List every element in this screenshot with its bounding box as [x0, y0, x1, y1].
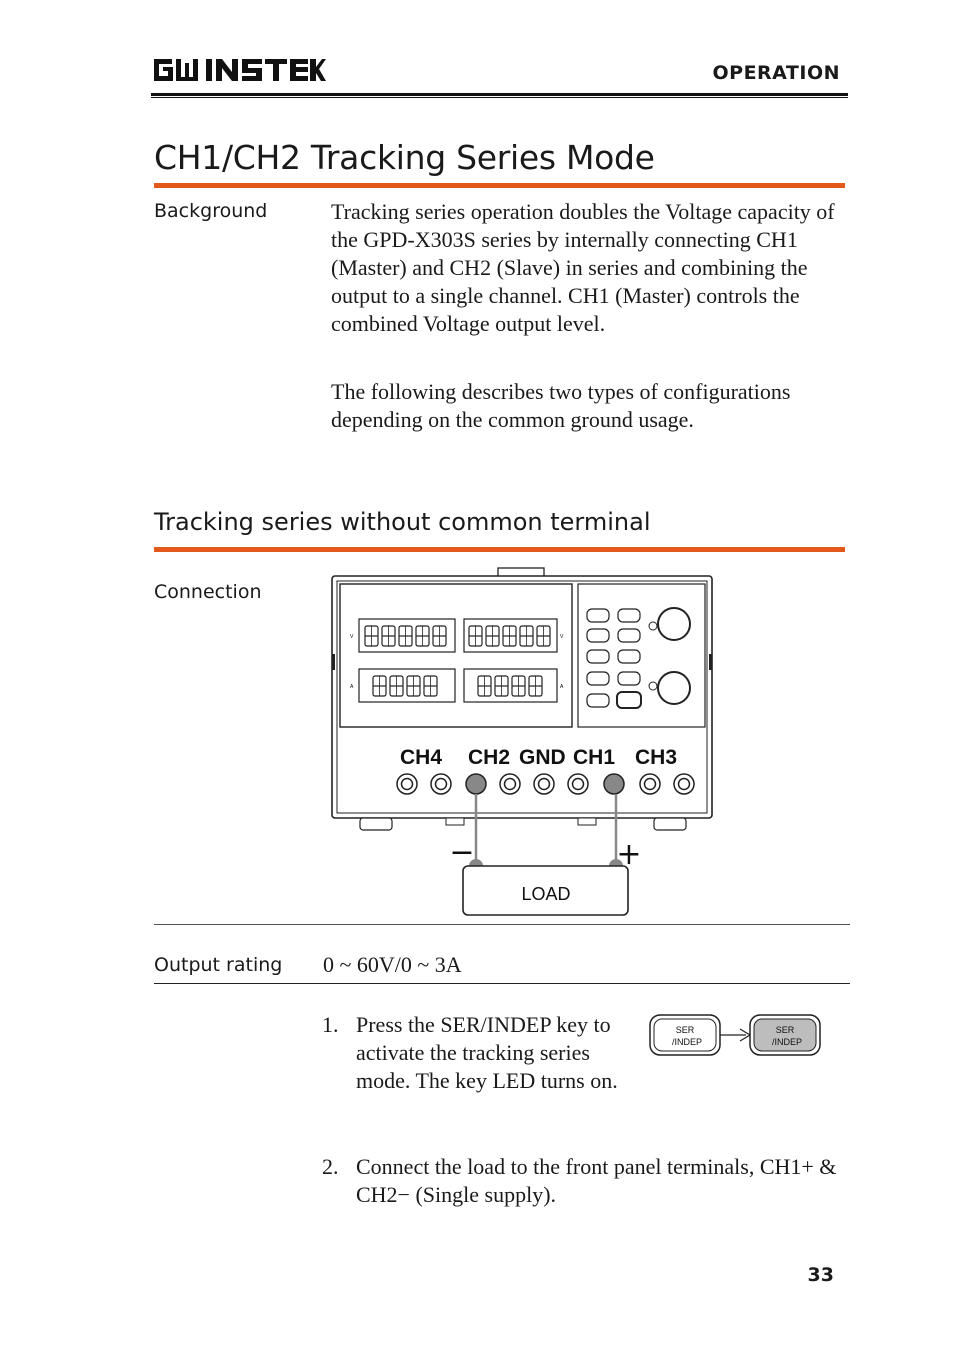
step-2 [322, 1153, 842, 1213]
terminal-label-ch3: CH3 [635, 746, 678, 769]
divider-rule [154, 983, 850, 984]
background-paragraph-1: Tracking series operation doubles the Voltage capacity of the GPD-X303S series by internally connecting CH1 (Master) and CH2 (Slave) in series and combining the output to a single channel. CH1 (Master) controls the combined Voltage output level. [331, 199, 835, 336]
ser-key-off-line1: SER [675, 1025, 695, 1035]
terminal-ch4-minus [431, 774, 451, 794]
minus-sign: − [449, 835, 475, 870]
background-paragraph-2: The following describes two types of configurations depending on the common ground usage. [331, 379, 791, 432]
subsection-rule [154, 547, 845, 552]
step-number: 1. [322, 1012, 339, 1037]
terminal-ch2-minus [466, 774, 486, 794]
connection-label: Connection [154, 581, 262, 603]
page-title: CH1/CH2 Tracking Series Mode [154, 138, 655, 177]
terminal-ch3-minus [674, 774, 694, 794]
display-v-left: V [350, 634, 354, 640]
terminal-ch2-plus [500, 774, 520, 794]
ser-key-on-line1: SER [775, 1025, 795, 1035]
knob-voltage [658, 608, 690, 640]
terminal-gnd [534, 774, 554, 794]
plus-sign: + [616, 837, 642, 872]
ser-indep-key-illustration [648, 1012, 822, 1060]
terminal-label-ch1: CH1 [573, 746, 616, 769]
display-a-right: A [560, 684, 564, 690]
title-rule [154, 183, 845, 188]
output-rating-value: 0 ~ 60V/0 ~ 3A [323, 952, 462, 977]
knob-current [658, 672, 690, 704]
connection-diagram [328, 566, 720, 921]
display-v-right: V [560, 634, 564, 640]
gw-instek-logo [154, 55, 326, 85]
divider-rule [154, 924, 850, 925]
terminal-label-ch4: CH4 [400, 746, 443, 769]
step-1 [322, 1011, 632, 1131]
terminal-ch1-minus [568, 774, 588, 794]
terminal-ch1-plus [604, 774, 624, 794]
background-label: Background [154, 200, 268, 222]
ser-key-on-line2: /INDEP [771, 1037, 803, 1047]
step-number: 2. [322, 1154, 339, 1179]
terminal-ch3-plus [640, 774, 660, 794]
page-number: 33 [807, 1264, 834, 1286]
section-label: OPERATION [712, 62, 840, 84]
terminal-ch4-plus [397, 774, 417, 794]
step-text: Press the SER/INDEP key to activate the tracking series mode. The key LED turns on. [356, 1012, 618, 1093]
output-rating-label: Output rating [154, 954, 283, 976]
terminal-label-ch2: CH2 [468, 746, 511, 769]
display-a-left: A [350, 684, 354, 690]
load-label: LOAD [521, 884, 571, 904]
subsection-title: Tracking series without common terminal [154, 508, 651, 536]
display-panel [340, 584, 572, 727]
terminal-label-gnd: GND [519, 746, 566, 769]
header-rule [151, 93, 848, 98]
ser-key-off-line2: /INDEP [671, 1037, 703, 1047]
step-text: Connect the load to the front panel terminals, CH1+ & CH2− (Single supply). [356, 1154, 837, 1207]
